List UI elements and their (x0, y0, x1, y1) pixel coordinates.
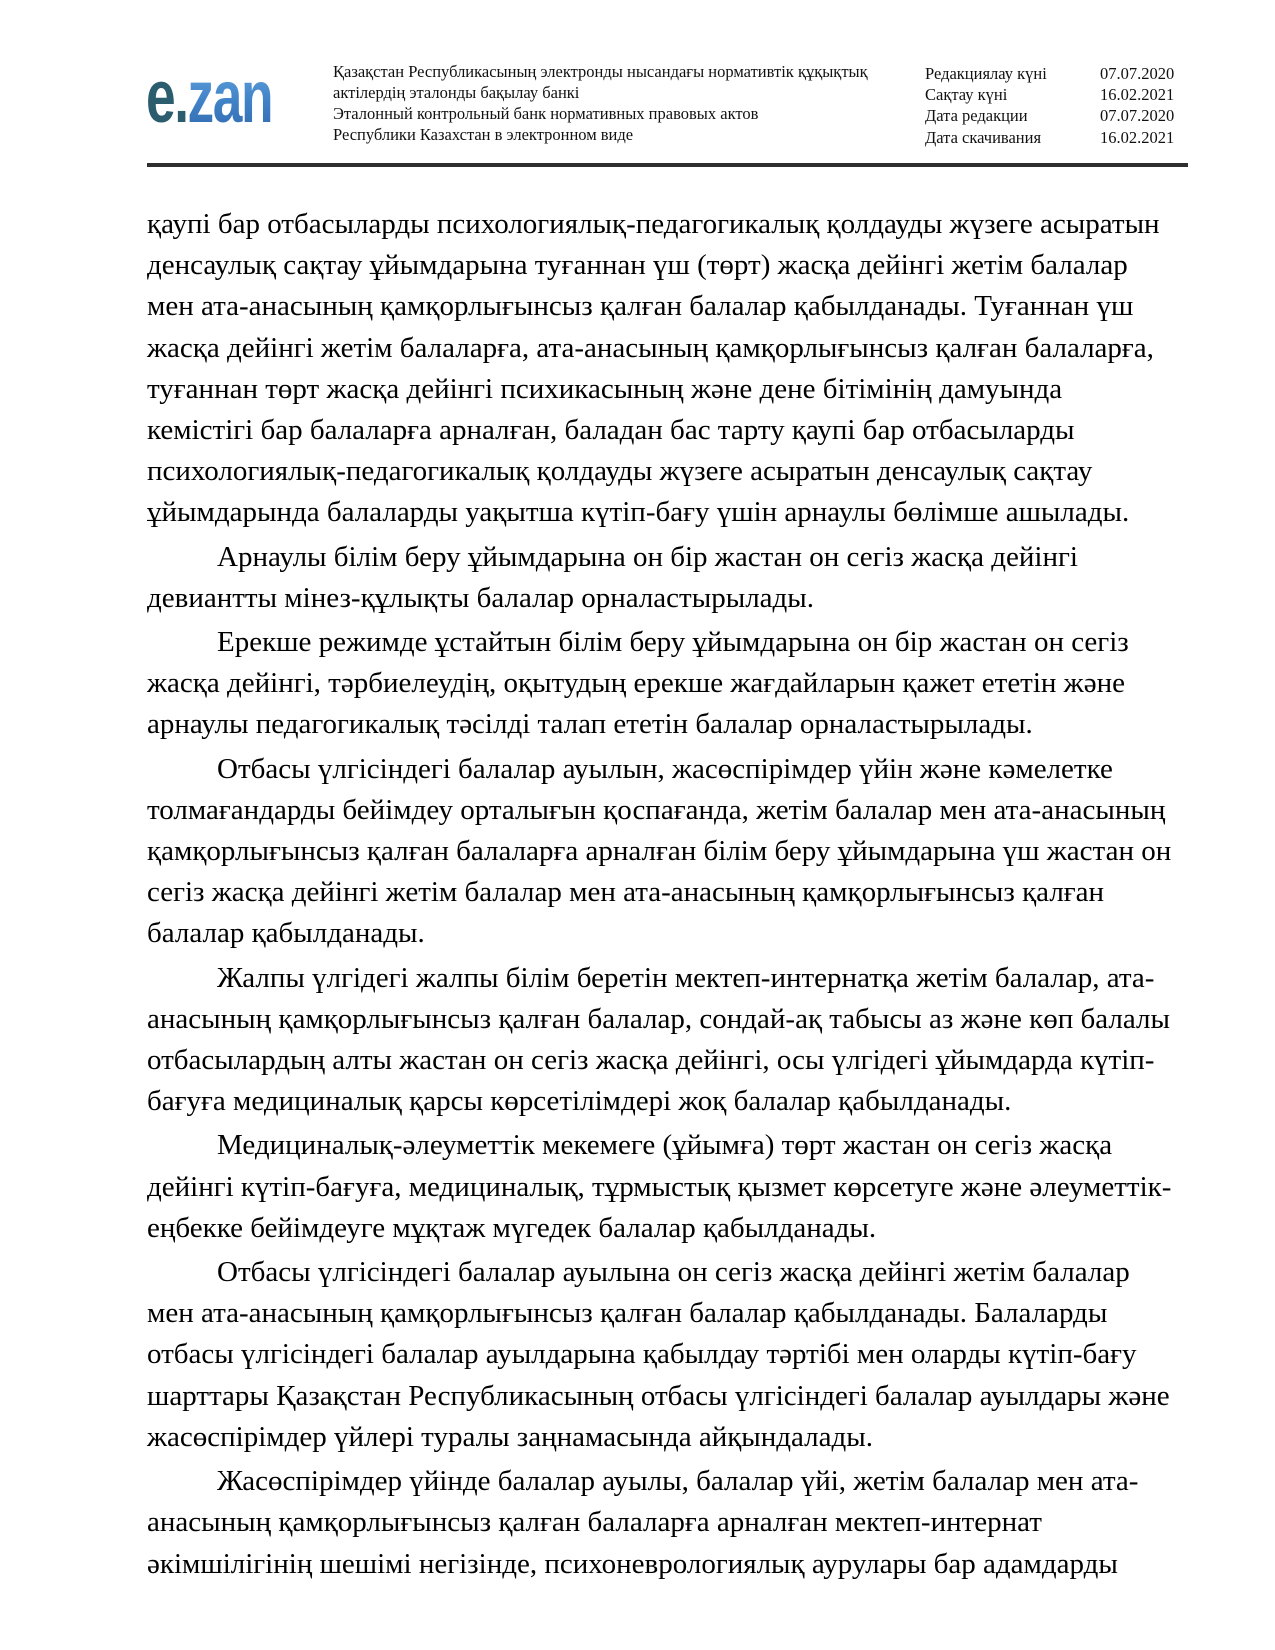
date-value: 16.02.2021 (1100, 127, 1175, 147)
text-line: анасының қамқорлығынсыз қалған балаларға арналған мектеп-интернат (147, 1506, 1042, 1539)
text-line: балалар қабылданады. (147, 917, 425, 950)
date-value: 07.07.2020 (1100, 106, 1175, 126)
text-line: психологиялық-педагогикалық қолдауды жүзеге асыратын денсаулық сақтау (147, 455, 1093, 488)
text-line: Ерекше режимде ұстайтын білім беру ұйымдарына он бір жастан он сегіз (217, 626, 1129, 659)
text-line: кемістігі бар балаларға арналған, баладан бас тарту қаупі бар отбасыларды (147, 414, 1075, 447)
date-row (925, 105, 1174, 126)
text-line: анасының қамқорлығынсыз қалған балалар, сондай-ақ табысы аз және көп балалы (147, 1002, 1170, 1035)
document-dates (925, 63, 1174, 148)
date-row (925, 63, 1174, 84)
bank-title-line: Қазақстан Республикасының электронды нысандағы нормативтік құқықтық (333, 62, 868, 81)
text-line: отбасылардың алты жастан он сегіз жасқа дейінгі, осы үлгідегі ұйымдарда күтіп- (147, 1044, 1155, 1077)
text-line: қамқорлығынсыз қалған балаларға арналған білім беру ұйымдарына үш жастан он (147, 835, 1172, 868)
text-line: отбасы үлгісіндегі балалар ауылдарына қабылдау тәртібі мен оларды күтіп-бағу (147, 1338, 1137, 1371)
date-value: 07.07.2020 (1100, 64, 1175, 83)
bank-title (333, 62, 893, 146)
text-line: Жасөспірімдер үйінде балалар ауылы, балалар үйі, жетім балалар мен ата- (217, 1465, 1139, 1498)
text-line: жасқа дейінгі жетім балаларға, ата-анасының қамқорлығынсыз қалған балаларға, (147, 331, 1154, 364)
text-line: арнаулы педагогикалық тәсілді талап ететін балалар орналастырылады. (147, 708, 1033, 741)
text-line: денсаулық сақтау ұйымдарына туғаннан үш (төрт) жасқа дейінгі жетім балалар (147, 249, 1128, 282)
text-line: мен ата-анасының қамқорлығынсыз қалған балалар қабылданады. Туғаннан үш (147, 290, 1134, 323)
date-row (925, 127, 1174, 148)
date-label: Редакциялау күні (925, 64, 1047, 83)
text-line: дейінгі күтіп-бағуға, медициналық, тұрмыстық қызмет көрсетуге және әлеуметтік- (147, 1170, 1172, 1203)
document-body (147, 204, 1207, 1588)
paragraph (147, 1461, 1207, 1585)
text-line: мен ата-анасының қамқорлығынсыз қалған балалар қабылданады. Балаларды (147, 1297, 1108, 1330)
date-value: 16.02.2021 (1100, 85, 1175, 105)
text-line: Отбасы үлгісіндегі балалар ауылына он сегіз жасқа дейінгі жетім балалар (217, 1256, 1130, 1289)
date-label: Дата редакции (925, 106, 1028, 126)
header-divider (147, 163, 1188, 167)
text-line: сегіз жасқа дейінгі жетім балалар мен ата-анасының қамқорлығынсыз қалған (147, 876, 1105, 909)
bank-title-line: Эталонный контрольный банк нормативных правовых актов (333, 103, 759, 123)
paragraph (147, 204, 1207, 534)
paragraph (147, 749, 1207, 955)
paragraph (147, 1252, 1207, 1458)
text-line: қаупі бар отбасыларды психологиялық-педагогикалық қолдауды жүзеге асыратын (147, 208, 1160, 240)
text-line: жасқа дейінгі, тәрбиелеудің, оқытудың ерекше жағдайларын қажет ететін және (147, 667, 1125, 700)
bank-title-line: актілердің эталонды бақылау банкі (333, 82, 580, 102)
text-line: туғаннан төрт жасқа дейінгі психикасының және дене бітімінің дамуында (147, 372, 1063, 405)
text-line: Медициналық-әлеуметтік мекемеге (ұйымға) төрт жастан он сегіз жасқа (217, 1129, 1113, 1162)
logo-suffix: zan (187, 55, 273, 138)
logo-prefix: e. (146, 55, 188, 138)
paragraph (147, 622, 1207, 746)
paragraph (147, 1125, 1207, 1249)
bank-title-line: Республики Казахстан в электронном виде (333, 124, 634, 144)
text-line: ұйымдарында балаларды уақытша күтіп-бағу үшін арнаулы бөлімше ашылады. (147, 496, 1130, 529)
text-line: еңбекке бейімдеуге мұқтаж мүгедек балалар қабылданады. (147, 1211, 877, 1244)
text-line: әкімшілігінің шешімі негізінде, психоневрологиялық аурулары бар адамдарды (147, 1547, 1118, 1580)
date-row (925, 84, 1174, 105)
text-line: Отбасы үлгісіндегі балалар ауылын, жасөспірімдер үйін және кәмелетке (217, 752, 1113, 785)
date-label: Сақтау күні (925, 85, 1008, 105)
text-line: девиантты мінез-құлықты балалар орналастырылады. (147, 581, 815, 614)
paragraph (147, 958, 1207, 1123)
text-line: Жалпы үлгідегі жалпы білім беретін мектеп-интернатқа жетім балалар, ата- (217, 961, 1155, 994)
date-label: Дата скачивания (925, 127, 1042, 147)
ezan-logo (146, 55, 273, 138)
text-line: шарттары Қазақстан Республикасының отбасы үлгісіндегі балалар ауылдары және (147, 1379, 1170, 1412)
text-line: бағуға медициналық қарсы көрсетілімдері жоқ балалар қабылданады. (147, 1085, 1012, 1118)
text-line: жасөспірімдер үйлері туралы заңнамасында айқындалады. (147, 1420, 874, 1453)
text-line: толмағандарды бейімдеу орталығын қоспағанда, жетім балалар мен ата-анасының (147, 793, 1166, 826)
text-line: Арнаулы білім беру ұйымдарына он бір жастан он сегіз жасқа дейінгі (217, 540, 1078, 573)
paragraph (147, 537, 1207, 619)
